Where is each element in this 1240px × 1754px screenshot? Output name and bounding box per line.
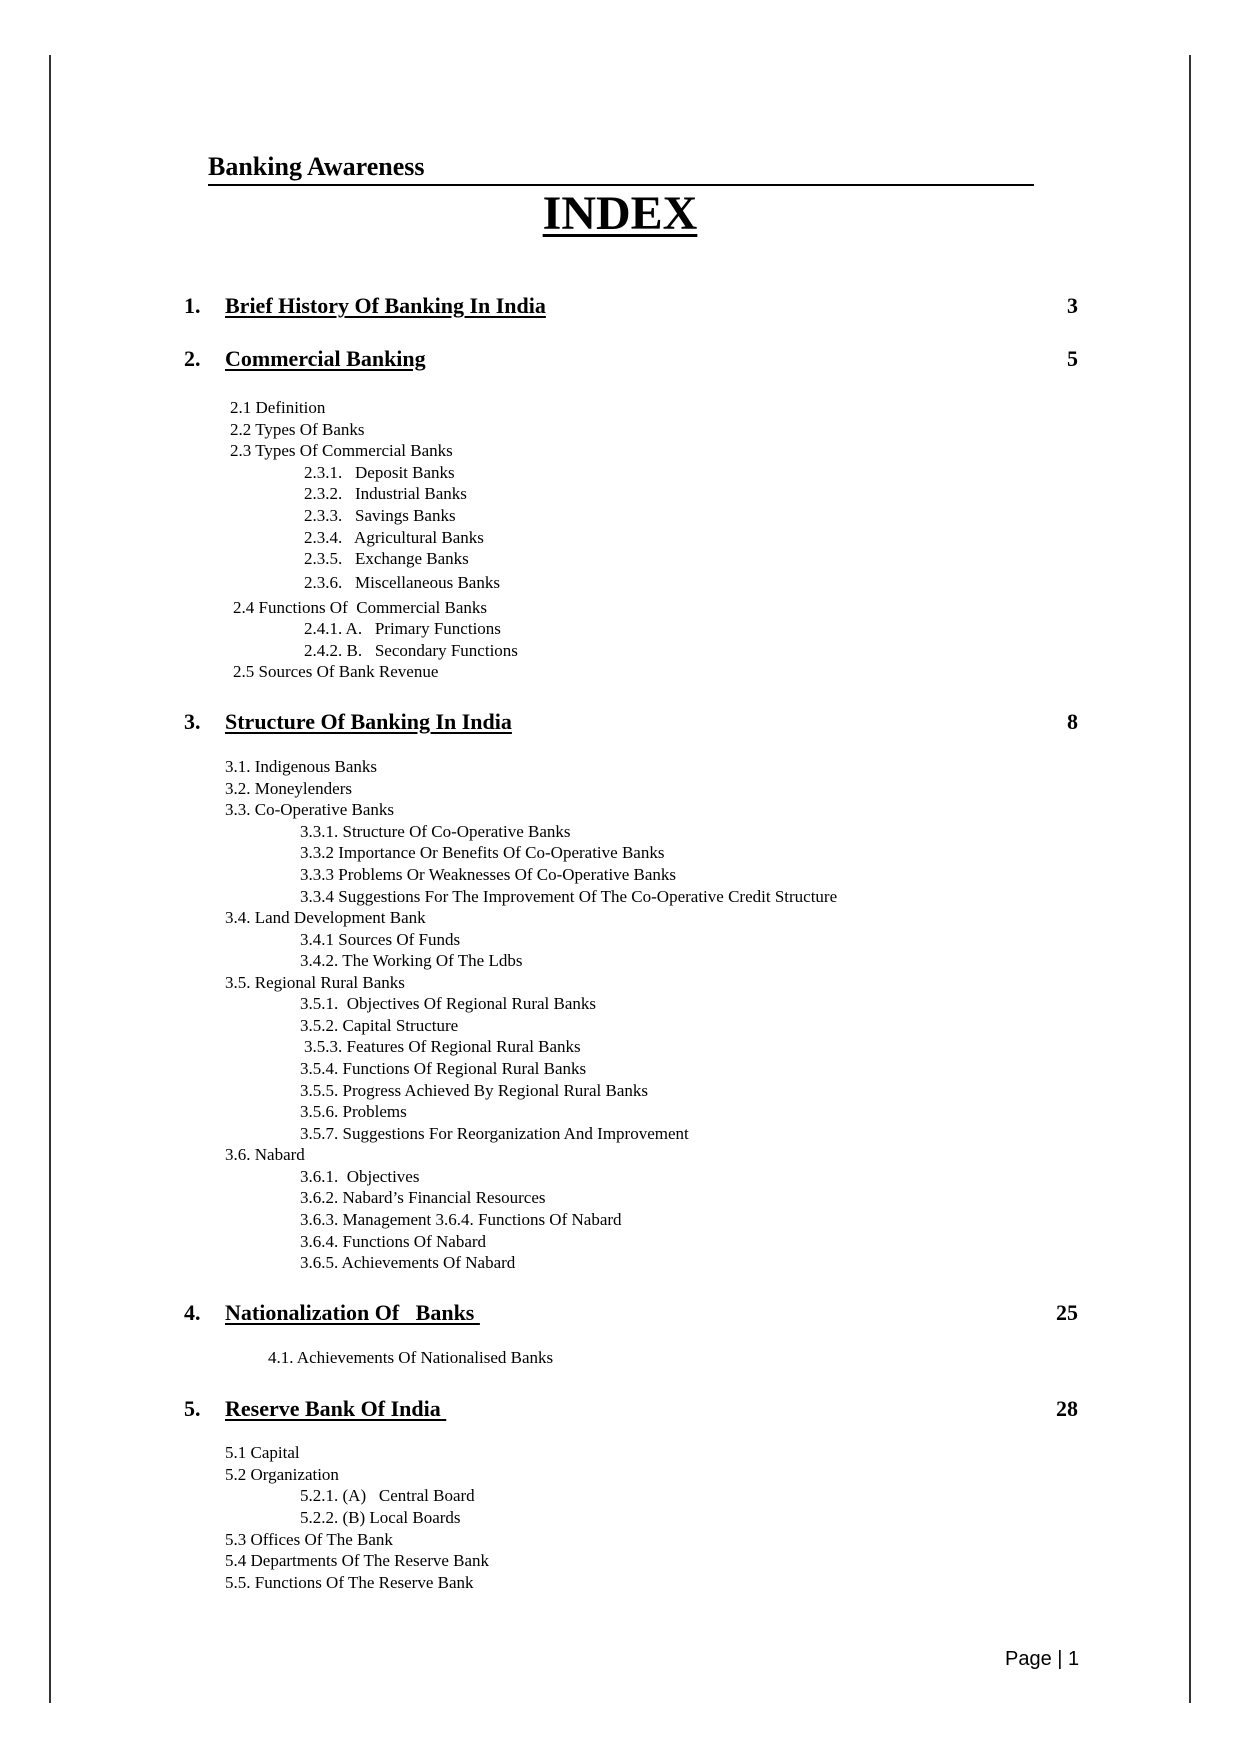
toc-subitem[interactable]: 5.2.2. (B) Local Boards xyxy=(300,1508,461,1527)
toc-item[interactable]: 4.1. Achievements Of Nationalised Banks xyxy=(268,1348,554,1367)
section-number: 2. xyxy=(184,346,201,371)
page-border-right xyxy=(1189,55,1191,1703)
toc-item[interactable]: 3.6. Nabard xyxy=(225,1145,305,1164)
section-number: 5. xyxy=(184,1396,201,1421)
toc-subitem[interactable]: 3.6.3. Management 3.6.4. Functions Of Nabard xyxy=(300,1210,622,1229)
page-border-left xyxy=(49,55,51,1703)
toc-section-4[interactable] xyxy=(184,1298,1078,1328)
section-title[interactable]: Brief History Of Banking In India xyxy=(225,293,546,318)
toc-item[interactable]: 3.1. Indigenous Banks xyxy=(225,757,378,776)
toc-item[interactable]: 5.2 Organization xyxy=(225,1465,339,1484)
toc-subitem[interactable]: 2.3.6. Miscellaneous Banks xyxy=(304,573,500,592)
section-page: 3 xyxy=(1067,293,1078,318)
toc-item[interactable]: 2.3 Types Of Commercial Banks xyxy=(230,441,453,460)
toc-item[interactable]: 3.4. Land Development Bank xyxy=(225,908,426,927)
toc-subitem[interactable]: 5.2.1. (A) Central Board xyxy=(300,1486,475,1505)
toc-section-1[interactable] xyxy=(184,291,1078,321)
toc-subitem[interactable]: 3.4.1 Sources Of Funds xyxy=(300,930,461,949)
toc-section-5[interactable] xyxy=(184,1394,1078,1424)
toc-subitem[interactable]: 2.3.2. Industrial Banks xyxy=(304,484,467,503)
toc-subitem[interactable]: 3.5.6. Problems xyxy=(300,1102,407,1121)
toc-subitem[interactable]: 3.3.4 Suggestions For The Improvement Of The Co-Operative Credit Structure xyxy=(300,887,838,906)
section-page: 28 xyxy=(1056,1396,1078,1421)
toc-subitem[interactable]: 2.3.1. Deposit Banks xyxy=(304,463,455,482)
toc-subitem[interactable]: 2.3.4. Agricultural Banks xyxy=(304,528,484,547)
toc-section-2[interactable] xyxy=(184,344,1078,374)
toc-subitem[interactable]: 3.5.5. Progress Achieved By Regional Rural Banks xyxy=(300,1081,648,1100)
toc-subitem[interactable]: 3.4.2. The Working Of The Ldbs xyxy=(300,951,523,970)
toc-subitem[interactable]: 3.3.2 Importance Or Benefits Of Co-Operative Banks xyxy=(300,843,665,862)
toc-subitem[interactable]: 2.3.3. Savings Banks xyxy=(304,506,456,525)
toc-subitem[interactable]: 3.5.3. Features Of Regional Rural Banks xyxy=(304,1037,581,1056)
toc-item[interactable]: 3.5. Regional Rural Banks xyxy=(225,973,405,992)
toc-item[interactable]: 2.4 Functions Of Commercial Banks xyxy=(233,598,488,617)
page-number: Page | 1 xyxy=(1005,1648,1080,1670)
section-page: 8 xyxy=(1067,709,1078,734)
section-title[interactable]: Reserve Bank Of India xyxy=(225,1396,447,1421)
toc-section-3[interactable] xyxy=(184,707,1078,737)
toc-item[interactable]: 3.3. Co-Operative Banks xyxy=(225,800,395,819)
toc-subitem[interactable]: 3.5.7. Suggestions For Reorganization And Improvement xyxy=(300,1124,689,1143)
header-title: Banking Awareness xyxy=(208,152,425,181)
section-title[interactable]: Commercial Banking xyxy=(225,346,426,371)
toc-subitem[interactable]: 3.5.4. Functions Of Regional Rural Banks xyxy=(300,1059,587,1078)
toc-subitem[interactable]: 3.6.5. Achievements Of Nabard xyxy=(300,1253,516,1272)
section-title[interactable]: Structure Of Banking In India xyxy=(225,709,512,734)
section-title[interactable]: Nationalization Of Banks xyxy=(225,1300,480,1325)
section-number: 1. xyxy=(184,293,201,318)
toc-subitem[interactable]: 3.3.3 Problems Or Weaknesses Of Co-Operative Banks xyxy=(300,865,677,884)
toc-subitem[interactable]: 3.6.4. Functions Of Nabard xyxy=(300,1232,487,1251)
toc-subitem[interactable]: 2.4.2. B. Secondary Functions xyxy=(304,641,518,660)
toc-subitem[interactable]: 3.6.2. Nabard’s Financial Resources xyxy=(300,1188,546,1207)
toc-subitem[interactable]: 3.5.1. Objectives Of Regional Rural Banks xyxy=(300,994,597,1013)
toc-item[interactable]: 2.1 Definition xyxy=(230,398,326,417)
section-page: 25 xyxy=(1056,1300,1078,1325)
toc-item[interactable]: 2.5 Sources Of Bank Revenue xyxy=(233,662,439,681)
toc-subitem[interactable]: 2.4.1. A. Primary Functions xyxy=(304,619,501,638)
section-number: 4. xyxy=(184,1300,201,1325)
section-page: 5 xyxy=(1067,346,1078,371)
document-header xyxy=(208,150,1034,186)
toc-item[interactable]: 5.5. Functions Of The Reserve Bank xyxy=(225,1573,474,1592)
toc-item[interactable]: 2.2 Types Of Banks xyxy=(230,420,365,439)
toc-subitem[interactable]: 3.3.1. Structure Of Co-Operative Banks xyxy=(300,822,571,841)
toc-subitem[interactable]: 3.6.1. Objectives xyxy=(300,1167,420,1186)
toc-item[interactable]: 5.4 Departments Of The Reserve Bank xyxy=(225,1551,490,1570)
index-heading xyxy=(0,186,1240,241)
toc-item[interactable]: 3.2. Moneylenders xyxy=(225,779,353,798)
section-number: 3. xyxy=(184,709,201,734)
toc-item[interactable]: 5.3 Offices Of The Bank xyxy=(225,1530,393,1549)
toc-subitem[interactable]: 2.3.5. Exchange Banks xyxy=(304,549,469,568)
index-title: INDEX xyxy=(542,187,698,240)
toc-item[interactable]: 5.1 Capital xyxy=(225,1443,300,1462)
toc-subitem[interactable]: 3.5.2. Capital Structure xyxy=(300,1016,459,1035)
